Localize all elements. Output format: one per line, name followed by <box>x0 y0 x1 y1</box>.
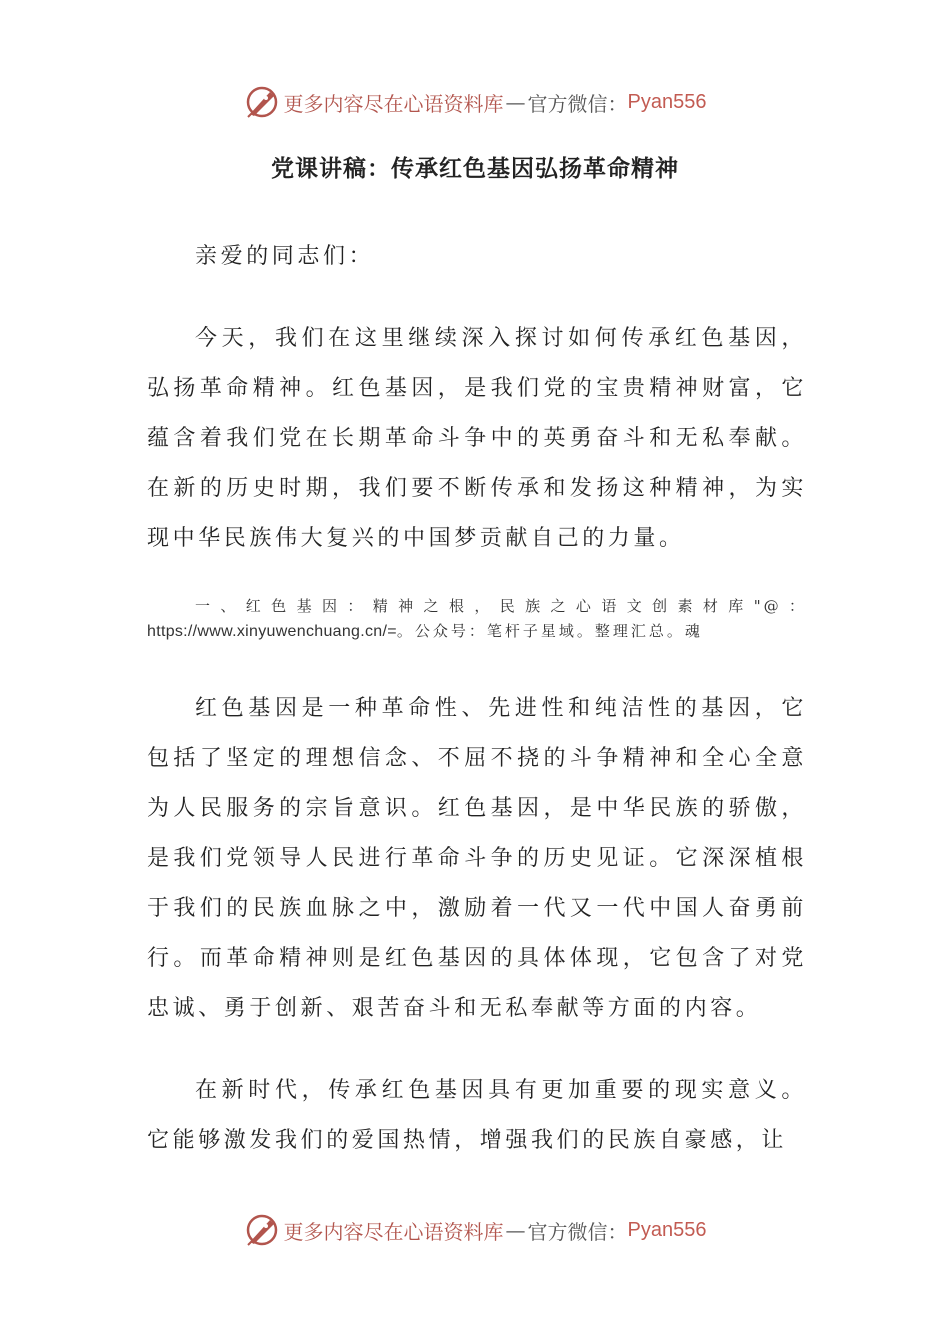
note-url: https://www.xinyuwenchuang.cn/= <box>147 623 397 640</box>
footer-site-text: 更多内容尽在心语资料库 <box>283 1219 504 1244</box>
pen-circle-logo-icon <box>244 1212 280 1248</box>
document-title: 党课讲稿：传承红色基因弘扬革命精神 <box>271 156 679 182</box>
note-prefix: 一、红色基因：精神之根，民族之心语文创素材库"@： <box>195 597 807 615</box>
banner-site-text: 更多内容尽在心语资料库 <box>283 91 504 116</box>
header-banner <box>0 82 950 122</box>
paragraph-1: 今天，我们在这里继续深入探讨如何传承红色基因，弘扬革命精神。红色基因，是我们党的宝贵精神财富，它蕴含着我们党在长期革命斗争中的英勇奋斗和无私奉献。在新的历史时期，我们要不断传承和发扬这种精神，为实现中华民族伟大复兴的中国梦贡献自己的力量。 <box>147 326 807 551</box>
banner-separator: — <box>505 90 526 114</box>
banner-wechat-label: 官方微信： <box>527 91 628 116</box>
footer-wechat-id: Pyan556 <box>627 1218 707 1241</box>
banner-wechat-id: Pyan556 <box>627 90 707 113</box>
document-body <box>147 232 807 1166</box>
paragraph-2: 红色基因是一种革命性、先进性和纯洁性的基因，它包括了坚定的理想信念、不屈不挠的斗争精神和全心全意为人民服务的宗旨意识。红色基因，是中华民族的骄傲，是我们党领导人民进行革命斗争的历史见证。它深深植根于我们的民族血脉之中，激励着一代又一代中国人奋勇前行。而革命精神则是红色基因的具体体现，它包含了对党忠诚、勇于创新、艰苦奋斗和无私奉献等方面的内容。 <box>147 696 807 1021</box>
paragraph-3: 在新时代，传承红色基因具有更加重要的现实意义。它能够激发我们的爱国热情，增强我们的民族自豪感，让 <box>147 1078 807 1153</box>
note-suffix: 。公众号：笔杆子星域。整理汇总。魂 <box>396 622 703 640</box>
footer-separator: — <box>505 1218 526 1242</box>
footer-banner <box>0 1210 950 1250</box>
section-note <box>147 594 807 644</box>
pen-circle-logo-icon <box>244 84 280 120</box>
footer-wechat-label: 官方微信： <box>527 1219 628 1244</box>
greeting: 亲爱的同志们： <box>195 244 375 269</box>
